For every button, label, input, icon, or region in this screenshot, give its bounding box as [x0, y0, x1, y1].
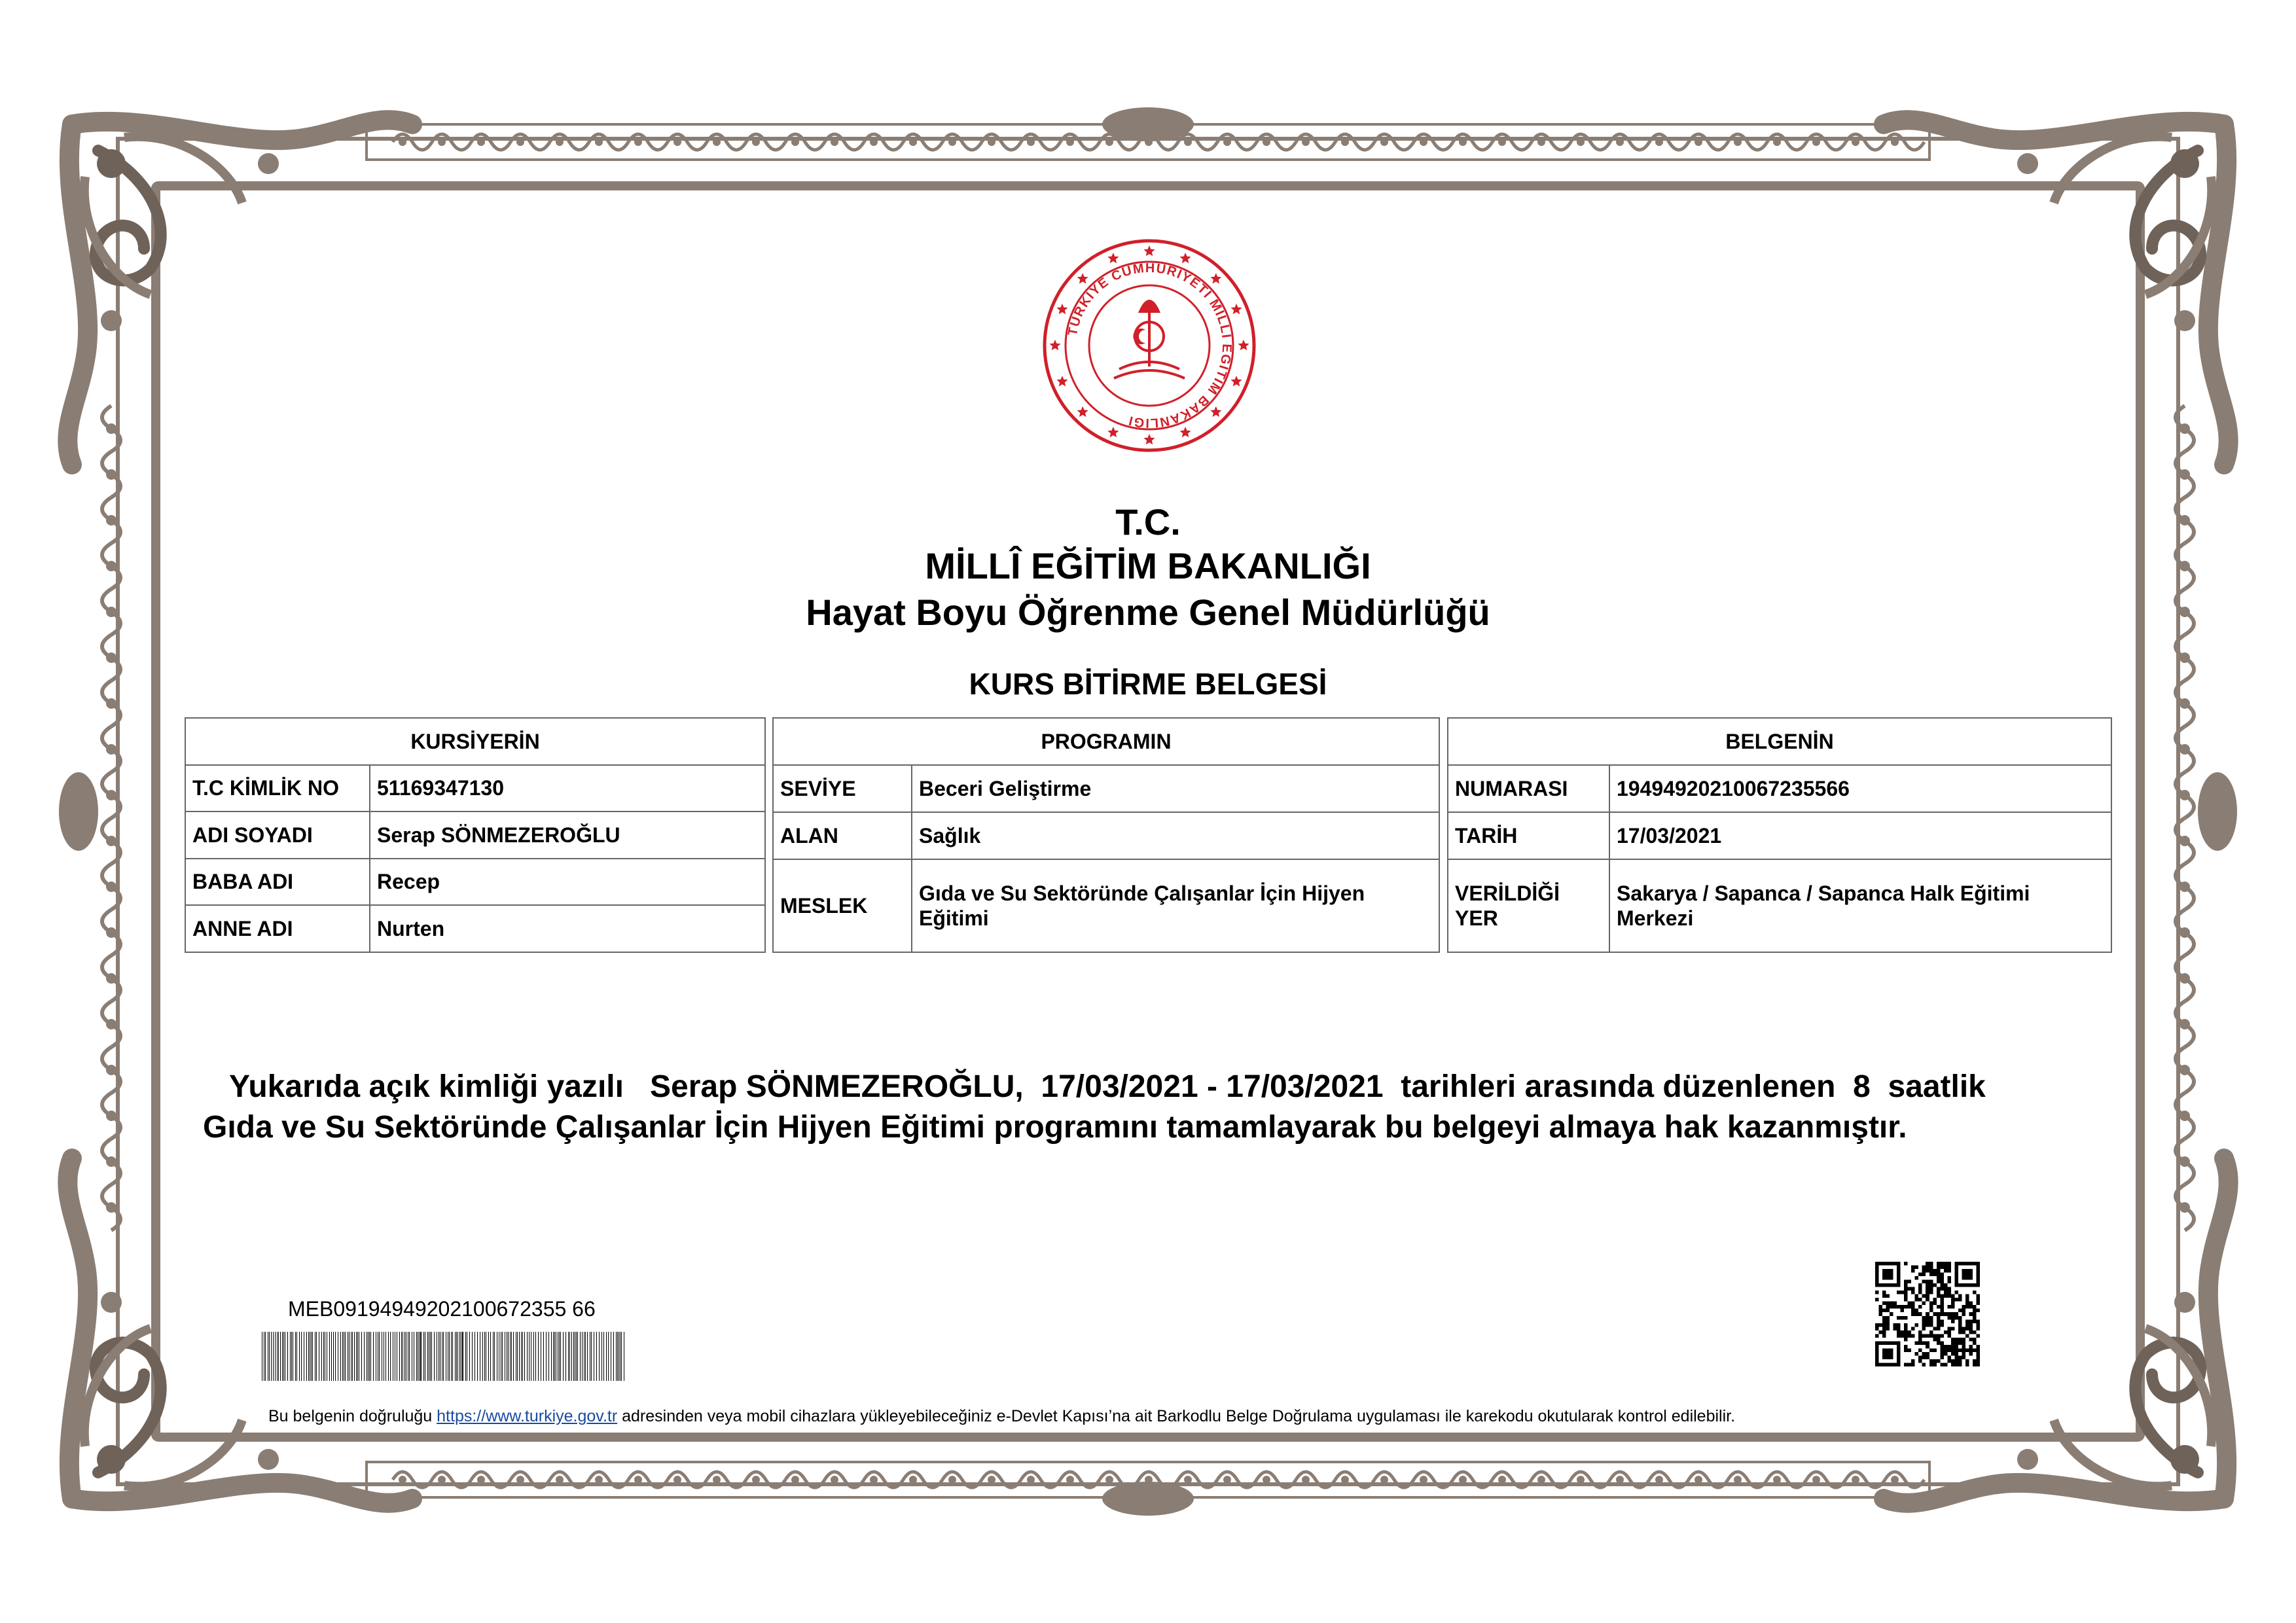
level-label: SEVİYE	[773, 765, 912, 812]
issue-place-label: VERİLDİĞİ YER	[1448, 859, 1609, 952]
trainee-id-value: 51169347130	[370, 765, 765, 812]
header-tc: T.C.	[1115, 501, 1181, 543]
header-directorate: Hayat Boyu Öğrenme Genel Müdürlüğü	[806, 592, 1490, 633]
certificate-info-title: BELGENİN	[1448, 718, 2111, 765]
father-name-value: Recep	[370, 859, 765, 906]
profession-value: Gıda ve Su Sektöründe Çalışanlar İçin Hijyen Eğitimi	[912, 859, 1439, 952]
level-value: Beceri Geliştirme	[912, 765, 1439, 812]
torch-book-icon	[1114, 301, 1185, 378]
document-title: KURS BİTİRME BELGESİ	[969, 667, 1327, 701]
header-ministry: MİLLÎ EĞİTİM BAKANLIĞI	[925, 545, 1371, 586]
seal-ring-text: TÜRKİYE CUMHURİYETİ MİLLİ EĞİTİM BAKANLIĞI	[1065, 260, 1234, 431]
mother-name-value: Nurten	[370, 905, 765, 952]
meb-seal-icon	[1042, 238, 1257, 453]
program-table	[772, 717, 1440, 953]
father-name-label: BABA ADI	[185, 859, 370, 906]
field-label: ALAN	[773, 812, 912, 859]
trainee-table-title: KURSİYERİN	[185, 718, 765, 765]
cert-date-label: TARİH	[1448, 812, 1609, 859]
issue-place-value: Sakarya / Sapanca / Sapanca Halk Eğitimi Merkezi	[1609, 859, 2111, 952]
statement-line-2: Gıda ve Su Sektöründe Çalışanlar İçin Hijyen Eğitimi programını tamamlayarak bu belgeyi almaya hak kazanmıştır.	[203, 1110, 1907, 1145]
trainee-id-label: T.C KİMLİK NO	[185, 765, 370, 812]
cert-number-value: 19494920210067235566	[1609, 765, 2111, 812]
trainee-table	[185, 717, 766, 953]
completion-statement	[203, 1067, 2101, 1148]
trainee-name-label: ADI SOYADI	[185, 812, 370, 859]
footer-text-before: Bu belgenin doğruluğu	[268, 1407, 437, 1425]
profession-label: MESLEK	[773, 859, 912, 952]
field-value: Sağlık	[912, 812, 1439, 859]
mother-name-label: ANNE ADI	[185, 905, 370, 952]
program-table-title: PROGRAMIN	[773, 718, 1439, 765]
trainee-name-value: Serap SÖNMEZEROĞLU	[370, 812, 765, 859]
cert-date-value: 17/03/2021	[1609, 812, 2111, 859]
barcode-icon	[262, 1332, 628, 1381]
statement-line-1: Yukarıda açık kimliği yazılı Serap SÖNMEZEROĞLU, 17/03/2021 - 17/03/2021 tarihleri arasında düzenlenen 8 saatlik	[229, 1069, 1986, 1104]
verification-footer	[268, 1407, 1735, 1426]
qr-code-icon[interactable]	[1875, 1262, 1980, 1366]
certificate-info-table	[1447, 717, 2112, 953]
footer-text-after: adresinden veya mobil cihazlara yükleyebileceğiniz e-Devlet Kapısı’na ait Barkodlu Belge Doğrulama uygulaması ile karekodu okutularak kontrol edilebilir.	[617, 1407, 1736, 1425]
cert-number-label: NUMARASI	[1448, 765, 1609, 812]
verification-code: MEB09194949202100672355 66	[288, 1297, 596, 1321]
turkiye-gov-link[interactable]: https://www.turkiye.gov.tr	[437, 1407, 618, 1425]
